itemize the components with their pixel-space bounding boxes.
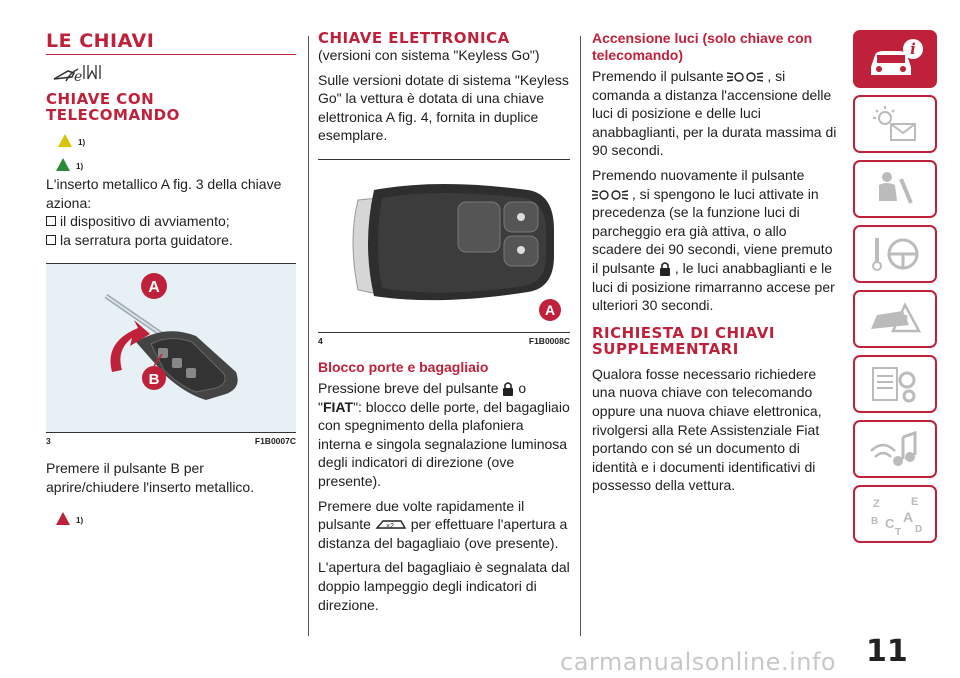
svg-text:i: i [910, 40, 916, 58]
figure-code: F1B0007C [254, 436, 296, 447]
watermark: carmanualsonline.info [560, 648, 837, 676]
trunk-paragraph: Premere due volte rapidamente il pulsante ×2 per effettuare l'apertura a distanza del bagagliaio (ove presente). [318, 497, 568, 551]
remote-key-intro: L'inserto metallico A fig. 3 della chiave aziona: [46, 176, 282, 211]
bullet-box-icon [46, 216, 56, 226]
bullet-item: il dispositivo di avviamento; [46, 212, 296, 231]
section-title-remote-key: CHIAVE CON TELECOMANDO [46, 90, 180, 124]
svg-text:T: T [895, 527, 902, 536]
svg-text:E: E [911, 496, 919, 508]
warning-note-2: 1) [56, 149, 296, 171]
warning-note-1: 1) [58, 125, 296, 147]
svg-text:A: A [903, 509, 914, 525]
page-number: 11 [866, 634, 908, 669]
section-title-extra-keys: RICHIESTA DI CHIAVI SUPPLEMENTARI [592, 323, 775, 358]
bullet-box-icon [46, 235, 56, 245]
electronic-key-intro: Sulle versioni dotate di sistema "Keyless Go" la vettura è dotata di una chiave elettronica A fig. 4, fornita in duplice esemplare. [318, 71, 569, 144]
environment-triangle-icon [56, 158, 70, 171]
warning-note-3: 1) [56, 503, 296, 525]
tab-multimedia[interactable] [853, 420, 937, 478]
trunk-x2-icon [375, 518, 407, 532]
svg-text:e: e [74, 69, 83, 85]
subheading-lights: Accensione luci (solo chiave con telecomando) [592, 30, 813, 63]
column-separator [580, 36, 581, 636]
figure-3 [46, 263, 296, 447]
emergency-icon [865, 297, 925, 341]
extra-keys-paragraph: Qualora fosse necessario richiedere una nuova chiave con telecomando oppure una nuova chiave elettronica, rivolgersi alla Rete Assistenziale Fiat portando con sé un documento di identità e i documenti identificativi di possesso della vettura. [592, 365, 822, 494]
lock-icon [659, 261, 671, 277]
column-left [46, 30, 296, 525]
chapter-title: LE CHIAVI [46, 30, 296, 55]
figure-4 [318, 159, 570, 346]
lock-paragraph: Pressione breve del pulsante o "FIAT": blocco delle porte, del bagagliaio con spegnimento della plafoniera interna e singola segnalazione luminosa degli indicatori di direzione (ove presente). [318, 379, 570, 489]
headlights-icon [592, 188, 628, 202]
figure-number: 3 [46, 436, 51, 447]
column-right [592, 30, 840, 501]
index-icon [865, 492, 925, 536]
column-separator [308, 36, 309, 636]
svg-text:C: C [885, 516, 895, 531]
safety-icon [865, 167, 925, 211]
lights-off-paragraph: Premendo nuovamente il pulsante , si spengono le luci attivate in precedenza (se la funzione luci di parcheggio era già attiva, o allo scadere dei 90 secondi, viene premuto il pulsante , le luci anabbaglianti e le luci di posizione rimarranno accese per ulteriori 30 secondi. [592, 166, 835, 314]
flip-key-illustration [46, 264, 296, 432]
tab-driving[interactable] [853, 225, 937, 283]
electronic-key-subtitle: (versioni con sistema "Keyless Go") [318, 47, 540, 63]
tab-car-info[interactable] [853, 30, 937, 88]
danger-triangle-icon [56, 512, 70, 525]
svg-text:D: D [915, 524, 923, 535]
svg-text:B: B [871, 516, 879, 527]
driving-icon [865, 232, 925, 276]
key-remote-icon [52, 61, 296, 87]
chapter-sidebar [853, 30, 937, 550]
figure-number: 4 [318, 335, 323, 346]
figure-label-a: A [544, 301, 556, 318]
figure-code: F1B0008C [528, 335, 570, 346]
trunk-signal-paragraph: L'apertura del bagagliaio è segnalata dal doppio lampeggio degli indicatori di direzione. [318, 559, 570, 613]
maintenance-icon [865, 362, 925, 406]
warning-lights-icon [865, 102, 925, 146]
section-title-electronic-key: CHIAVE ELETTRONICA [318, 29, 510, 47]
tab-warning-lights[interactable] [853, 95, 937, 153]
figure-label-a: A [148, 279, 160, 297]
lights-paragraph: Premendo il pulsante , si comanda a distanza l'accensione delle luci di posizione e delle luci anabbaglianti, per la durata massima di 90 secondi. [592, 68, 837, 159]
svg-text:Z: Z [873, 498, 880, 510]
tab-maintenance[interactable] [853, 355, 937, 413]
svg-text:×2: ×2 [385, 523, 394, 531]
electronic-key-illustration [318, 160, 570, 332]
bullet-item: la serratura porta guidatore. [46, 231, 296, 250]
warning-triangle-icon [58, 134, 72, 147]
tab-index[interactable] [853, 485, 937, 543]
tab-safety[interactable] [853, 160, 937, 218]
tab-emergency[interactable] [853, 290, 937, 348]
headlights-icon [727, 70, 763, 84]
multimedia-icon [865, 427, 925, 471]
subheading-lock: Blocco porte e bagagliaio [318, 358, 489, 375]
car-info-icon [865, 37, 925, 81]
button-b-text: Premere il pulsante B per aprire/chiudere l'inserto metallico. [46, 460, 255, 495]
column-middle [318, 30, 570, 620]
lock-icon [502, 381, 514, 397]
figure-label-b: B [148, 371, 160, 389]
